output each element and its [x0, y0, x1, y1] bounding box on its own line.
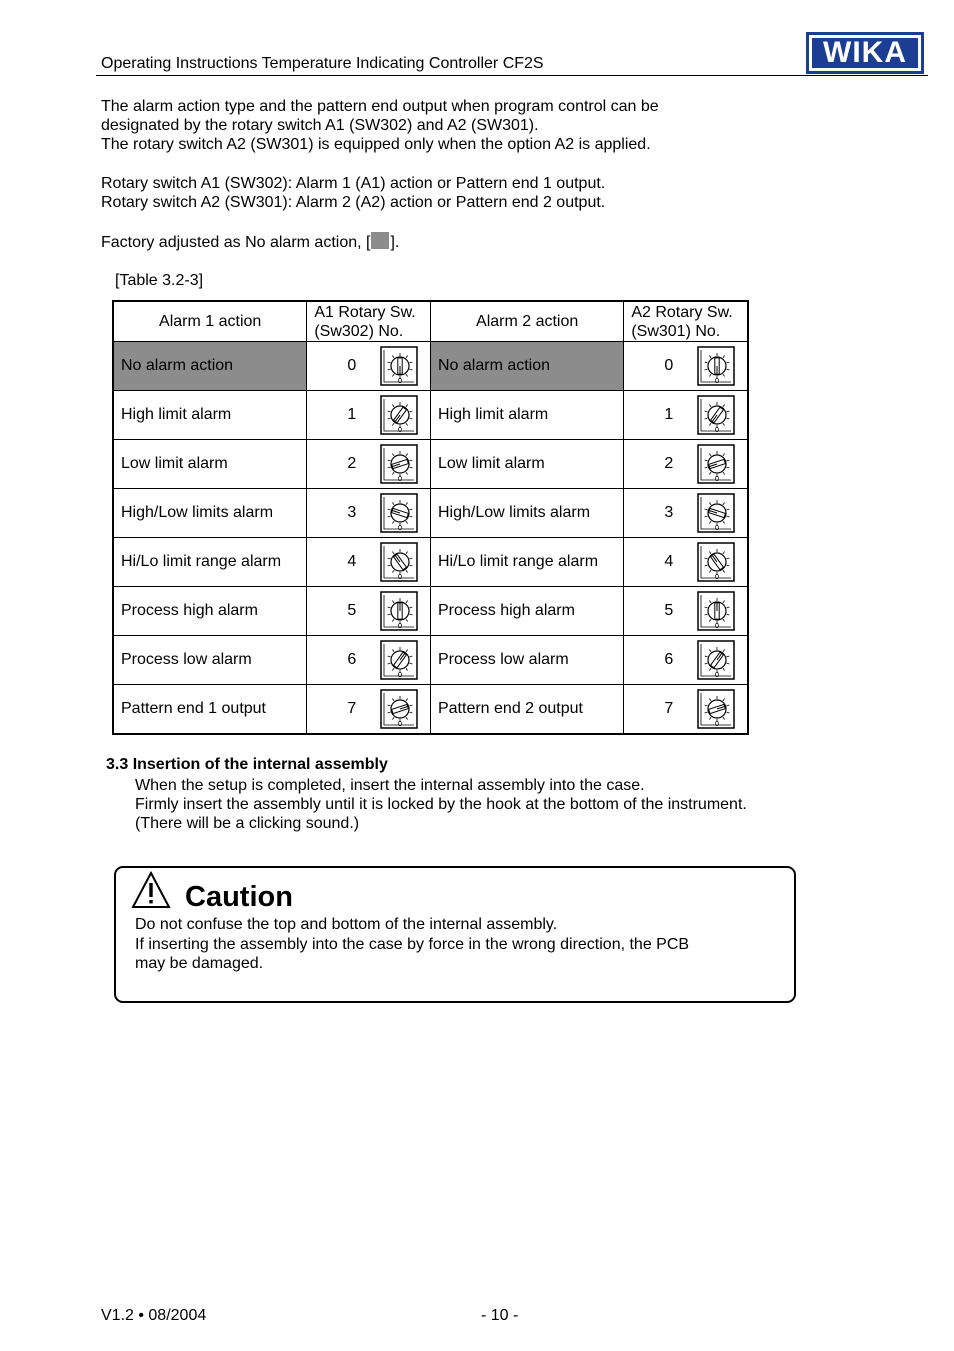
action-label: Low limit alarm [437, 455, 545, 472]
alarm2-action-cell [430, 538, 623, 587]
factory-note [101, 232, 399, 252]
alarm1-action-cell [113, 587, 307, 636]
switch-number: 4 [347, 553, 357, 570]
alarm2-action-cell [430, 685, 623, 735]
rotary-switch-icon [697, 346, 735, 386]
rotary-switch-icon [697, 640, 735, 680]
table-row [113, 342, 748, 391]
svg-text:0: 0 [714, 671, 720, 679]
section-title: 3.3 Insertion of the internal assembly [106, 756, 388, 773]
header-rule [96, 75, 928, 76]
alarm1-action-cell [113, 538, 307, 587]
svg-text:0: 0 [397, 475, 403, 483]
svg-text:0: 0 [714, 720, 720, 728]
intro-line-4: Rotary switch A1 (SW302): Alarm 1 (A1) action or Pattern end 1 output. [101, 175, 606, 192]
a1-switch-cell [307, 636, 431, 685]
action-label: Hi/Lo limit range alarm [121, 553, 282, 570]
rotary-switch-icon [380, 346, 418, 386]
switch-number: 5 [347, 602, 357, 619]
warning-triangle-icon [131, 871, 171, 909]
caution-line-2: If inserting the assembly into the case by force in the wrong direction, the PCB [135, 935, 690, 953]
alarm1-action-cell [113, 342, 307, 391]
action-label: Low limit alarm [121, 455, 228, 472]
caution-title: Caution [185, 881, 293, 913]
svg-text:0: 0 [714, 475, 720, 483]
alarm-action-table [112, 300, 749, 735]
action-label: High/Low limits alarm [437, 504, 591, 521]
intro-line-1: The alarm action type and the pattern end output when program control can be [101, 98, 659, 115]
table-header-row [113, 301, 748, 342]
footer-version: V1.2 • 08/2004 [101, 1307, 207, 1324]
header-a1-switch [307, 301, 431, 342]
factory-note-text: Factory adjusted as No alarm action, [ [101, 234, 371, 251]
logo-text: WIKA [812, 38, 918, 68]
a1-switch-cell [307, 440, 431, 489]
switch-number: 0 [664, 357, 674, 374]
table-row [113, 391, 748, 440]
svg-text:0: 0 [714, 573, 720, 581]
intro-line-5: Rotary switch A2 (SW301): Alarm 2 (A2) action or Pattern end 2 output. [101, 194, 606, 211]
switch-number: 6 [664, 651, 674, 668]
a2-switch-cell [624, 587, 748, 636]
switch-number: 3 [347, 504, 357, 521]
alarm2-action-cell [430, 489, 623, 538]
intro-line-2: designated by the rotary switch A1 (SW302) and A2 (SW301). [101, 117, 539, 134]
action-label: Process low alarm [121, 651, 252, 668]
table-row [113, 685, 748, 735]
switch-number: 1 [664, 406, 674, 423]
action-label: Process high alarm [437, 602, 575, 619]
table-caption: [Table 3.2-3] [115, 272, 204, 289]
wika-logo [806, 32, 924, 74]
action-label: Process high alarm [121, 602, 258, 619]
svg-text:0: 0 [714, 622, 720, 630]
action-label: High/Low limits alarm [121, 504, 274, 521]
a2-switch-cell [624, 489, 748, 538]
table-row [113, 636, 748, 685]
switch-number: 6 [347, 651, 357, 668]
rotary-switch-icon [697, 591, 735, 631]
switch-number: 7 [664, 700, 674, 717]
section-body [135, 776, 747, 833]
section-line-1: When the setup is completed, insert the internal assembly into the case. [135, 777, 645, 794]
a2-switch-cell [624, 636, 748, 685]
a1-switch-cell [307, 342, 431, 391]
rotary-switch-icon [697, 689, 735, 729]
table-row [113, 587, 748, 636]
alarm1-action-cell [113, 440, 307, 489]
a2-switch-cell [624, 391, 748, 440]
rotary-switch-icon [697, 444, 735, 484]
action-label: High limit alarm [121, 406, 232, 423]
action-label: High limit alarm [437, 406, 549, 423]
switch-number: 0 [347, 357, 357, 374]
rotary-switch-icon [697, 493, 735, 533]
switch-number: 3 [664, 504, 674, 521]
table-row [113, 440, 748, 489]
switch-number: 2 [347, 455, 357, 472]
svg-text:0: 0 [714, 426, 720, 434]
switch-number: 5 [664, 602, 674, 619]
svg-text:0: 0 [714, 377, 720, 385]
alarm2-action-cell [430, 391, 623, 440]
header-a2-switch-line1: A2 Rotary Sw. [631, 303, 733, 321]
switch-number: 7 [347, 700, 357, 717]
document-title: Operating Instructions Temperature Indicating Controller CF2S [101, 55, 544, 72]
header-a1-switch-line1: A1 Rotary Sw. [314, 303, 416, 321]
svg-text:0: 0 [397, 720, 403, 728]
alarm2-action-cell [430, 440, 623, 489]
table-row [113, 489, 748, 538]
switch-number: 2 [664, 455, 674, 472]
action-label: Process low alarm [437, 651, 569, 668]
rotary-switch-icon [380, 493, 418, 533]
action-label: Pattern end 2 output [437, 700, 583, 717]
a2-switch-cell [624, 440, 748, 489]
caution-body [135, 915, 689, 974]
rotary-switch-icon [697, 542, 735, 582]
svg-text:0: 0 [397, 622, 403, 630]
a1-switch-cell [307, 685, 431, 735]
section-line-2: Firmly insert the assembly until it is locked by the hook at the bottom of the instrument. [135, 796, 747, 813]
action-label: Pattern end 1 output [121, 700, 266, 717]
alarm1-action-cell [113, 391, 307, 440]
factory-note-end: ]. [390, 234, 400, 251]
footer-page-number: - 10 - [481, 1307, 519, 1324]
a2-switch-cell [624, 538, 748, 587]
a1-switch-cell [307, 391, 431, 440]
rotary-switch-icon [697, 395, 735, 435]
a1-switch-cell [307, 489, 431, 538]
alarm2-action-cell [430, 342, 623, 391]
caution-line-1: Do not confuse the top and bottom of the internal assembly. [135, 916, 558, 933]
svg-text:0: 0 [397, 426, 403, 434]
svg-text:0: 0 [397, 671, 403, 679]
alarm2-action-cell [430, 636, 623, 685]
svg-text:0: 0 [397, 524, 403, 532]
switch-number: 4 [664, 553, 674, 570]
a1-switch-cell [307, 587, 431, 636]
caution-line-3: may be damaged. [135, 955, 264, 972]
rotary-switch-icon [380, 689, 418, 729]
a2-switch-cell [624, 342, 748, 391]
rotary-switch-icon [380, 395, 418, 435]
switch-number: 1 [347, 406, 357, 423]
highlight-swatch [371, 232, 389, 249]
action-label: No alarm action [121, 357, 234, 374]
svg-text:0: 0 [397, 573, 403, 581]
alarm1-action-cell [113, 636, 307, 685]
action-label: No alarm action [437, 357, 551, 374]
alarm2-action-cell [430, 587, 623, 636]
svg-text:0: 0 [714, 524, 720, 532]
a1-switch-cell [307, 538, 431, 587]
alarm1-action-cell [113, 489, 307, 538]
action-label: Hi/Lo limit range alarm [437, 553, 599, 570]
a2-switch-cell [624, 685, 748, 735]
header-a2-switch-line2: (Sw301) No. [631, 322, 721, 340]
rotary-switch-icon [380, 444, 418, 484]
section-line-3: (There will be a clicking sound.) [135, 815, 360, 832]
rotary-switch-icon [380, 591, 418, 631]
rotary-switch-icon [380, 542, 418, 582]
header-a2-switch [624, 301, 748, 342]
svg-text:0: 0 [397, 377, 403, 385]
table-row [113, 538, 748, 587]
header-a1-switch-line2: (Sw302) No. [314, 322, 404, 340]
header-alarm2: Alarm 2 action [430, 301, 623, 342]
rotary-switch-icon [380, 640, 418, 680]
intro-line-3: The rotary switch A2 (SW301) is equipped only when the option A2 is applied. [101, 136, 651, 153]
alarm1-action-cell [113, 685, 307, 735]
header-alarm1: Alarm 1 action [113, 301, 307, 342]
